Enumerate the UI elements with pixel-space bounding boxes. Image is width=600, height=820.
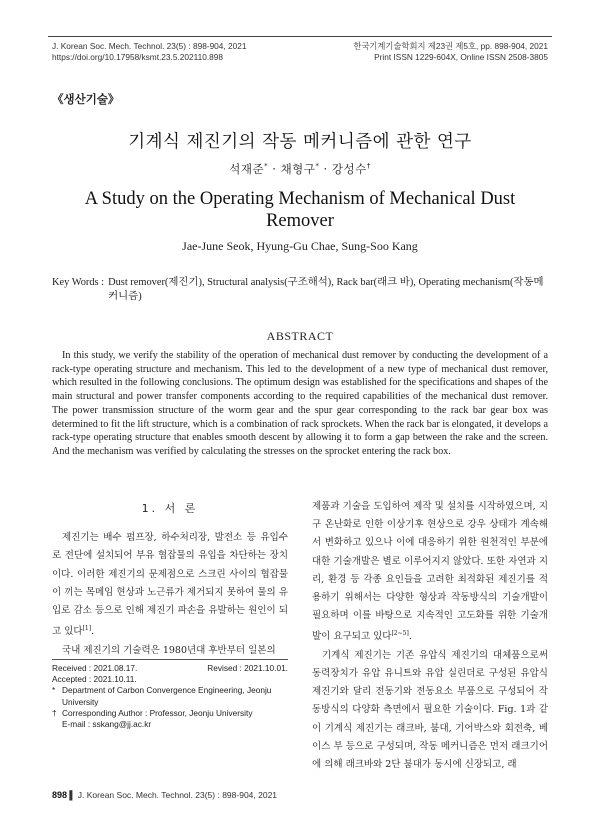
affiliation-text: Department of Carbon Convergence Engineering, Jeonju University [62, 685, 272, 707]
author-1: 석재준 [229, 162, 265, 176]
author-3-mark: † [366, 162, 371, 171]
intro-paragraph-1 [52, 529, 288, 641]
paragraph-text: 제품과 기술을 도입하여 제작 및 설치를 시작하였으며, 지구 온난화로 인한 이상기후 현상으로 강우 상태가 계속해서 변화하고 있으나 이에 대응하기 위한 원천적인 부분에 대한 기술개발은 별로 이루어지지 않았다. 또한 자연과 지리, 환경 등 각종 요인들을 고려한 최적화된 제진기를 적용하기 위해서는 다양한 형상과 작동방식의 기술개발이 필요하며 이를 바탕으로 지속적인 고도화를 위한 기술개발이 요구되고 있다 [312, 501, 548, 643]
journal-citation-kr: 한국기계기술학회지 제23권 제5호, pp. 898-904, 2021 [353, 41, 548, 51]
footnote-rule [52, 659, 288, 660]
left-column [52, 498, 288, 660]
title-english: A Study on the Operating Mechanism of Mechanical Dust Remover [84, 189, 516, 231]
affiliation-note [52, 685, 292, 707]
author-1-mark: * [264, 162, 269, 171]
accepted-date: Accepted : 2021.10.11. [52, 674, 137, 685]
header-rule [48, 36, 552, 37]
doi-link[interactable]: https://doi.org/10.17958/ksmt.23.5.202110.898 [52, 52, 223, 62]
revised-date: Revised : 2021.10.01. [207, 663, 288, 673]
author-3: 강성수 [331, 162, 367, 176]
citation-ref[interactable]: [1] [82, 625, 92, 633]
author-separator: · [319, 162, 332, 176]
right-column [312, 498, 548, 774]
author-2: 채형구 [280, 162, 316, 176]
intro-paragraph-3: 기계식 제진기는 기존 유압식 제진기의 대체품으로써 동력장치가 유압 유니트와 유압 실린더로 구성된 유압식 제진기와 달리 전동기와 전동요소 부품으로 구성되어 작동방식의 다양화 측면에서 필요한 기술이다. Fig. 1과 같이 기계식 제진기는 래크바, 붐대, 기어박스와 회전축, 베이스 부 등으로 구성되며, 작동 메커니즘은 먼저 래크기어에 의해 래크바와 2단 붐대가 동시에 신장되고, 래 [312, 649, 548, 770]
intro-paragraph-2: 국내 제진기의 기술력은 1980년대 후반부터 일본의 [62, 644, 276, 656]
footer-separator: ▌ [67, 790, 78, 800]
issn-info: Print ISSN 1229-604X, Online ISSN 2508-3805 [374, 52, 548, 62]
email-note [52, 719, 292, 730]
paragraph-end: . [91, 626, 95, 638]
intro-heading: 1. 서 론 [141, 502, 199, 515]
corresponding-text: Corresponding Author : Professor, Jeonju University [62, 707, 253, 718]
journal-header-right [353, 41, 548, 63]
corresponding-mark: † [52, 707, 57, 718]
paragraph-text: 제진기는 배수 펌프장, 하수처리장, 발전소 등 유입수로 전단에 설치되어 부유 협잡물의 유입을 차단하는 장치이다. 이러한 제진기의 문제점으로 스크린 사이의 협잡물이 끼는 목메임 현상과 노근류가 제거되지 못하여 물의 유입로 감소 등으로 인해 제진기 파손을 유발하는 원인이 되고 있다 [52, 532, 288, 638]
authors-english: Jae-June Seok, Hyung-Gu Chae, Sung-Soo Kang [182, 239, 418, 253]
journal-header-left [52, 41, 246, 63]
keywords [52, 276, 548, 304]
footer-journal: J. Korean Soc. Mech. Technol. 23(5) : 898-904, 2021 [77, 790, 278, 800]
paragraph-end: . [408, 631, 412, 643]
abstract-heading: ABSTRACT [266, 329, 334, 343]
title-korean: 기계식 제진기의 작동 메커니즘에 관한 연구 [128, 132, 472, 152]
corresponding-note [52, 708, 292, 719]
keywords-label: Key Words : [52, 277, 105, 288]
authors-korean [0, 161, 600, 177]
author-2-mark: * [315, 162, 320, 171]
page-footer [52, 790, 277, 800]
footnotes [52, 663, 292, 730]
journal-citation: J. Korean Soc. Mech. Technol. 23(5) : 898-904, 2021 [52, 41, 247, 51]
section-tag: 《생산기술》 [52, 92, 120, 106]
keywords-text: Dust remover(제진기), Structural analysis(구조해석), Rack bar(래크 바), Operating mechanism(작동메커니즘) [108, 277, 544, 302]
email-text[interactable]: E-mail : sskang@jj.ac.kr [62, 719, 152, 730]
author-separator: · [268, 162, 281, 176]
page-number: 898 [52, 790, 68, 800]
received-date: Received : 2021.08.17. [52, 663, 138, 673]
affiliation-mark: * [52, 685, 56, 696]
abstract-body: In this study, we verify the stability of the operation of mechanical dust remover by conducting the development of a rack-type operating structure and mechanism. This led to the development of a new type of mechanical dust remover, which resulted in the following conclusions. The optimum design was established for the specifications and shapes of the main structural and power transfer components according to the required capabilities of the mechanical dust remover. The power transmission structure of the worm gear and the spur gear corresponding to the rack bar gear box was determined to fit the lift structure, which is a combination of rack sprockets. When the rack bar is elongated, it develops a rack-type operating structure that enables smooth descent by allowing it to form a gap between the rake and the screen. And the mechanism was verified by calculating the stresses on the sprocket entering the rack box. [52, 350, 548, 457]
intro-paragraph-cont [312, 498, 548, 647]
citation-ref[interactable]: [2~5] [391, 630, 409, 638]
